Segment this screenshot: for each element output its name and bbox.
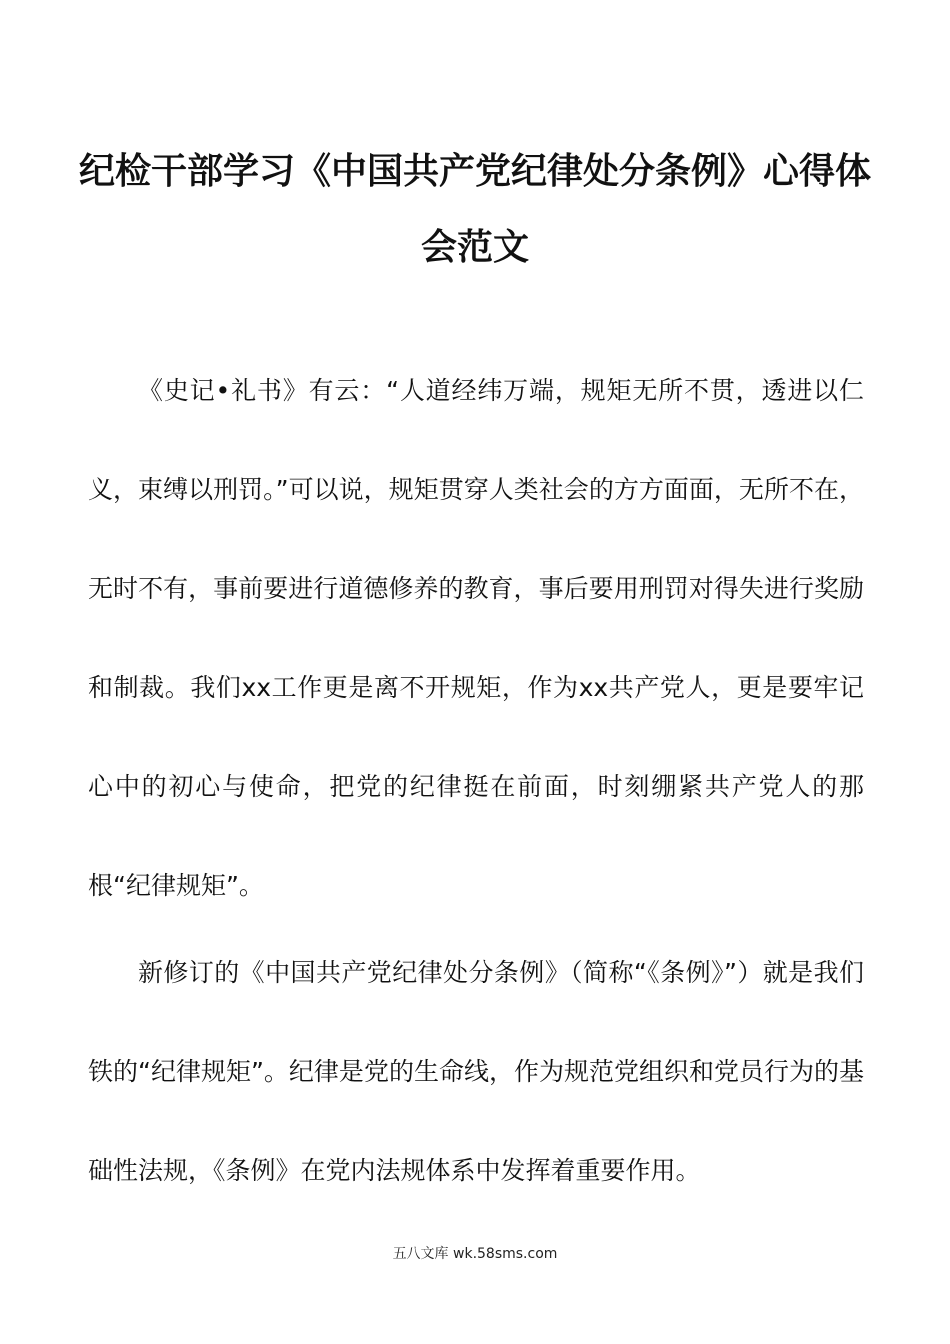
body-paragraph-1: 《史记•礼书》有云：“人道经纬万端，规矩无所不贯，透进以仁义，束缚以刑罚。”可以说，规矩贯穿人类社会的方方面面，无所不在，无时不有，事前要进行道德修养的教育，事后要用刑罚对得失进行奖励和制裁。我们xx工作更是离不开规矩，作为xx共产党人，更是要牢记心中的初心与使命，把党的纪律挺在前面，时刻绷紧共产党人的那根“纪律规矩”。 [88, 376, 864, 900]
document-title-line-2: 会范文 [420, 227, 529, 268]
document-title-line-1: 纪检干部学习《中国共产党纪律处分条例》心得体 [78, 151, 871, 192]
footer-watermark-text: 五八文库 wk.58sms.com [392, 1246, 558, 1262]
body-paragraph-2: 新修订的《中国共产党纪律处分条例》（简称“《条例》”）就是我们铁的“纪律规矩”。纪律是党的生命线，作为规范党组织和党员行为的基础性法规，《条例》在党内法规体系中发挥着重要作用。 [88, 958, 864, 1185]
